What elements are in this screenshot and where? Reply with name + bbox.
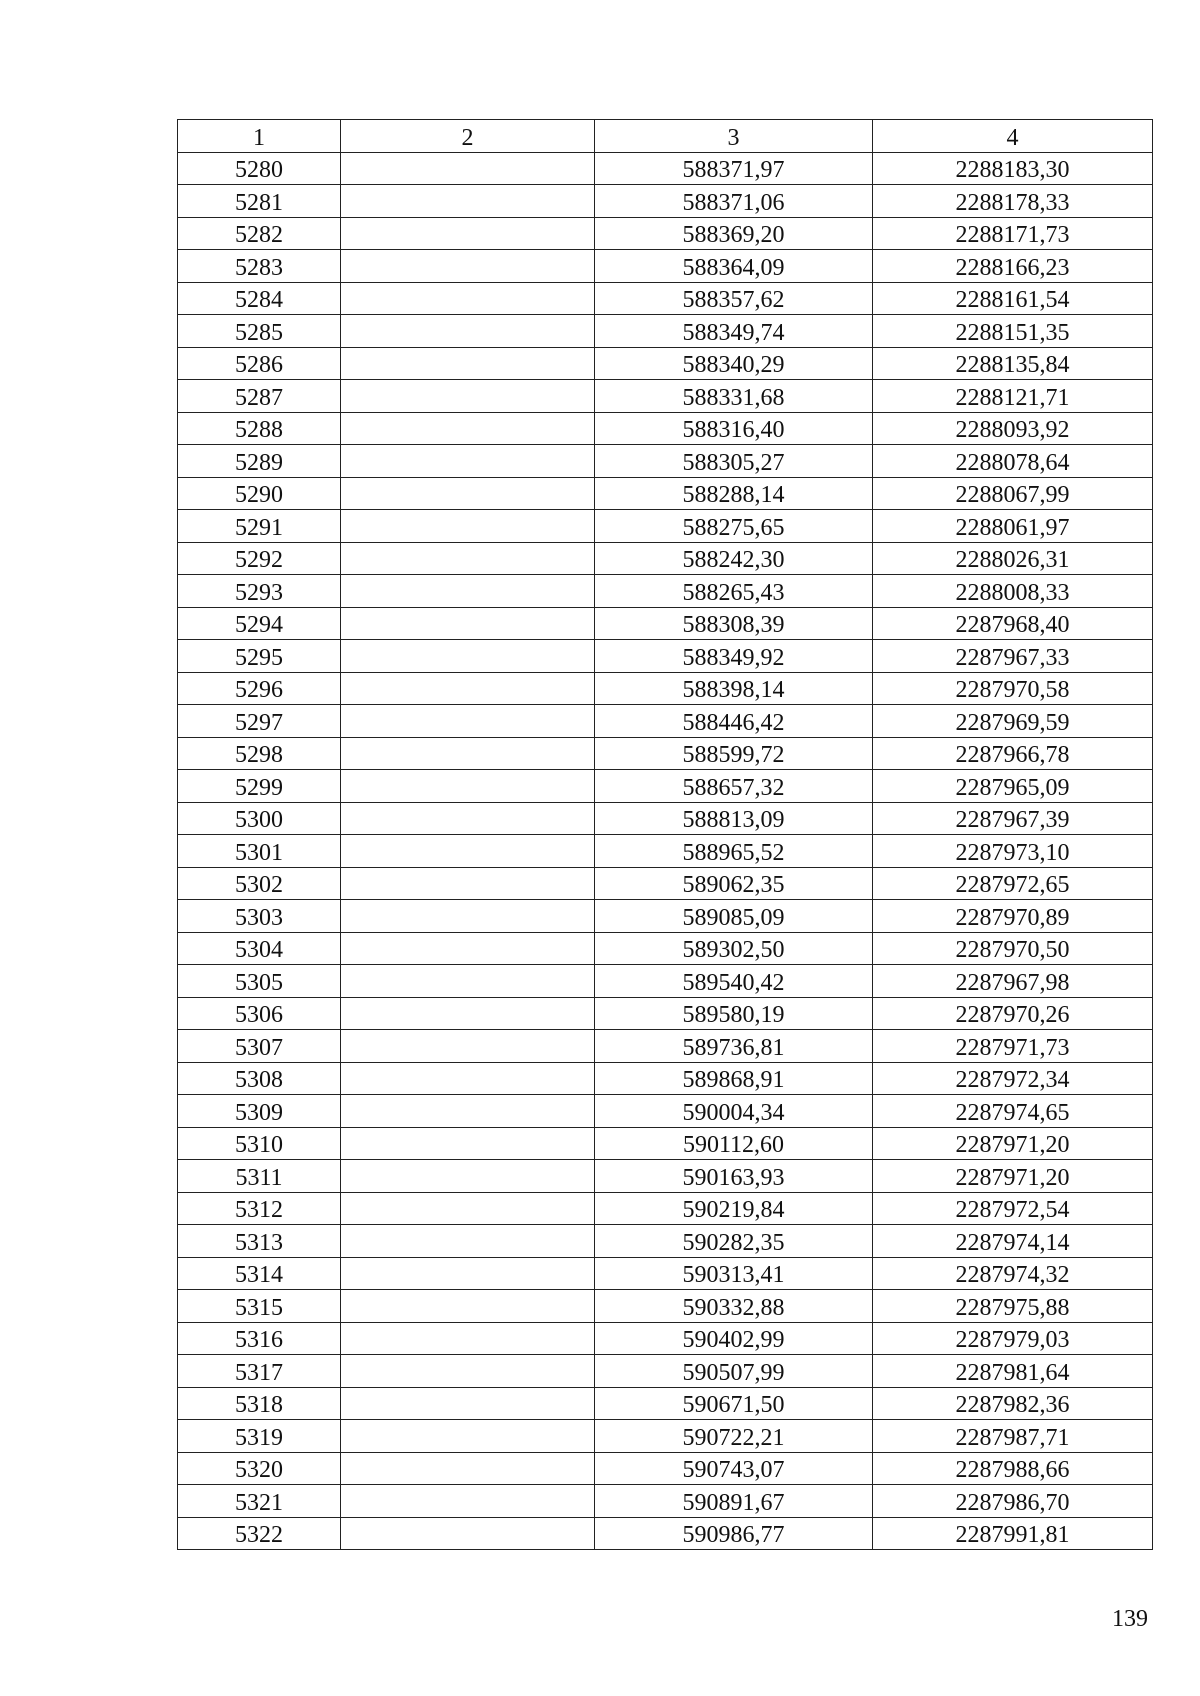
table-row bbox=[178, 965, 1153, 998]
description-cell bbox=[341, 1062, 595, 1095]
x-coordinate-cell: 588357,62 bbox=[595, 282, 873, 315]
y-coordinate-cell: 2287970,58 bbox=[873, 672, 1153, 705]
point-number-cell: 5319 bbox=[178, 1420, 341, 1453]
description-cell bbox=[341, 770, 595, 803]
description-cell bbox=[341, 217, 595, 250]
description-cell bbox=[341, 510, 595, 543]
table-row bbox=[178, 1387, 1153, 1420]
description-cell bbox=[341, 1030, 595, 1063]
point-number-cell: 5294 bbox=[178, 607, 341, 640]
x-coordinate-cell: 590671,50 bbox=[595, 1387, 873, 1420]
point-number-cell: 5293 bbox=[178, 575, 341, 608]
description-cell bbox=[341, 1095, 595, 1128]
y-coordinate-cell: 2287970,50 bbox=[873, 932, 1153, 965]
table-row bbox=[178, 250, 1153, 283]
x-coordinate-cell: 590112,60 bbox=[595, 1127, 873, 1160]
y-coordinate-cell: 2288171,73 bbox=[873, 217, 1153, 250]
x-coordinate-cell: 588371,97 bbox=[595, 152, 873, 185]
point-number-cell: 5321 bbox=[178, 1485, 341, 1518]
point-number-cell: 5282 bbox=[178, 217, 341, 250]
x-coordinate-cell: 590743,07 bbox=[595, 1452, 873, 1485]
y-coordinate-cell: 2288067,99 bbox=[873, 477, 1153, 510]
point-number-cell: 5284 bbox=[178, 282, 341, 315]
y-coordinate-cell: 2288008,33 bbox=[873, 575, 1153, 608]
table-row bbox=[178, 802, 1153, 835]
point-number-cell: 5318 bbox=[178, 1387, 341, 1420]
point-number-cell: 5311 bbox=[178, 1160, 341, 1193]
table-row bbox=[178, 1225, 1153, 1258]
description-cell bbox=[341, 705, 595, 738]
table-row bbox=[178, 1485, 1153, 1518]
y-coordinate-cell: 2287970,26 bbox=[873, 997, 1153, 1030]
table-row bbox=[178, 1192, 1153, 1225]
description-cell bbox=[341, 1192, 595, 1225]
point-number-cell: 5302 bbox=[178, 867, 341, 900]
description-cell bbox=[341, 575, 595, 608]
column-header-4: 4 bbox=[873, 120, 1153, 153]
description-cell bbox=[341, 1127, 595, 1160]
x-coordinate-cell: 588305,27 bbox=[595, 445, 873, 478]
description-cell bbox=[341, 282, 595, 315]
table-row bbox=[178, 1452, 1153, 1485]
y-coordinate-cell: 2287972,34 bbox=[873, 1062, 1153, 1095]
table-row bbox=[178, 1257, 1153, 1290]
column-header-3: 3 bbox=[595, 120, 873, 153]
table-row bbox=[178, 152, 1153, 185]
description-cell bbox=[341, 1257, 595, 1290]
x-coordinate-cell: 588965,52 bbox=[595, 835, 873, 868]
point-number-cell: 5317 bbox=[178, 1355, 341, 1388]
x-coordinate-cell: 590986,77 bbox=[595, 1517, 873, 1550]
y-coordinate-cell: 2287979,03 bbox=[873, 1322, 1153, 1355]
description-cell bbox=[341, 250, 595, 283]
description-cell bbox=[341, 380, 595, 413]
description-cell bbox=[341, 802, 595, 835]
table-row bbox=[178, 1290, 1153, 1323]
y-coordinate-cell: 2288121,71 bbox=[873, 380, 1153, 413]
table-row bbox=[178, 1322, 1153, 1355]
table-row bbox=[178, 640, 1153, 673]
x-coordinate-cell: 590332,88 bbox=[595, 1290, 873, 1323]
description-cell bbox=[341, 542, 595, 575]
description-cell bbox=[341, 347, 595, 380]
x-coordinate-cell: 590402,99 bbox=[595, 1322, 873, 1355]
description-cell bbox=[341, 1517, 595, 1550]
point-number-cell: 5288 bbox=[178, 412, 341, 445]
y-coordinate-cell: 2288093,92 bbox=[873, 412, 1153, 445]
description-cell bbox=[341, 1387, 595, 1420]
point-number-cell: 5292 bbox=[178, 542, 341, 575]
x-coordinate-cell: 588316,40 bbox=[595, 412, 873, 445]
table-row bbox=[178, 315, 1153, 348]
point-number-cell: 5304 bbox=[178, 932, 341, 965]
table-row bbox=[178, 185, 1153, 218]
table-row bbox=[178, 672, 1153, 705]
description-cell bbox=[341, 900, 595, 933]
x-coordinate-cell: 588308,39 bbox=[595, 607, 873, 640]
table-row bbox=[178, 607, 1153, 640]
point-number-cell: 5313 bbox=[178, 1225, 341, 1258]
y-coordinate-cell: 2287970,89 bbox=[873, 900, 1153, 933]
x-coordinate-cell: 588599,72 bbox=[595, 737, 873, 770]
point-number-cell: 5307 bbox=[178, 1030, 341, 1063]
y-coordinate-cell: 2287972,65 bbox=[873, 867, 1153, 900]
y-coordinate-cell: 2287981,64 bbox=[873, 1355, 1153, 1388]
description-cell bbox=[341, 1225, 595, 1258]
table-row bbox=[178, 575, 1153, 608]
table-row bbox=[178, 510, 1153, 543]
description-cell bbox=[341, 315, 595, 348]
y-coordinate-cell: 2287975,88 bbox=[873, 1290, 1153, 1323]
point-number-cell: 5280 bbox=[178, 152, 341, 185]
point-number-cell: 5291 bbox=[178, 510, 341, 543]
point-number-cell: 5320 bbox=[178, 1452, 341, 1485]
table-row bbox=[178, 900, 1153, 933]
point-number-cell: 5309 bbox=[178, 1095, 341, 1128]
x-coordinate-cell: 589540,42 bbox=[595, 965, 873, 998]
y-coordinate-cell: 2287967,98 bbox=[873, 965, 1153, 998]
x-coordinate-cell: 589062,35 bbox=[595, 867, 873, 900]
point-number-cell: 5305 bbox=[178, 965, 341, 998]
table-row bbox=[178, 997, 1153, 1030]
table-row bbox=[178, 1030, 1153, 1063]
x-coordinate-cell: 588398,14 bbox=[595, 672, 873, 705]
y-coordinate-cell: 2287967,39 bbox=[873, 802, 1153, 835]
point-number-cell: 5287 bbox=[178, 380, 341, 413]
x-coordinate-cell: 588331,68 bbox=[595, 380, 873, 413]
point-number-cell: 5286 bbox=[178, 347, 341, 380]
table-row bbox=[178, 542, 1153, 575]
x-coordinate-cell: 588242,30 bbox=[595, 542, 873, 575]
x-coordinate-cell: 589085,09 bbox=[595, 900, 873, 933]
table-row bbox=[178, 867, 1153, 900]
point-number-cell: 5315 bbox=[178, 1290, 341, 1323]
table-row bbox=[178, 347, 1153, 380]
x-coordinate-cell: 590722,21 bbox=[595, 1420, 873, 1453]
point-number-cell: 5299 bbox=[178, 770, 341, 803]
x-coordinate-cell: 588371,06 bbox=[595, 185, 873, 218]
y-coordinate-cell: 2287974,65 bbox=[873, 1095, 1153, 1128]
point-number-cell: 5306 bbox=[178, 997, 341, 1030]
description-cell bbox=[341, 412, 595, 445]
point-number-cell: 5298 bbox=[178, 737, 341, 770]
y-coordinate-cell: 2288135,84 bbox=[873, 347, 1153, 380]
description-cell bbox=[341, 1355, 595, 1388]
point-number-cell: 5281 bbox=[178, 185, 341, 218]
point-number-cell: 5296 bbox=[178, 672, 341, 705]
table-row bbox=[178, 932, 1153, 965]
description-cell bbox=[341, 1452, 595, 1485]
x-coordinate-cell: 588349,92 bbox=[595, 640, 873, 673]
y-coordinate-cell: 2287991,81 bbox=[873, 1517, 1153, 1550]
y-coordinate-cell: 2288183,30 bbox=[873, 152, 1153, 185]
description-cell bbox=[341, 1160, 595, 1193]
y-coordinate-cell: 2288026,31 bbox=[873, 542, 1153, 575]
x-coordinate-cell: 588364,09 bbox=[595, 250, 873, 283]
description-cell bbox=[341, 965, 595, 998]
description-cell bbox=[341, 607, 595, 640]
table-row bbox=[178, 1062, 1153, 1095]
y-coordinate-cell: 2288078,64 bbox=[873, 445, 1153, 478]
y-coordinate-cell: 2287966,78 bbox=[873, 737, 1153, 770]
point-number-cell: 5312 bbox=[178, 1192, 341, 1225]
point-number-cell: 5283 bbox=[178, 250, 341, 283]
x-coordinate-cell: 589580,19 bbox=[595, 997, 873, 1030]
coordinates-table bbox=[177, 119, 1153, 1550]
point-number-cell: 5310 bbox=[178, 1127, 341, 1160]
point-number-cell: 5285 bbox=[178, 315, 341, 348]
table-row bbox=[178, 737, 1153, 770]
y-coordinate-cell: 2287967,33 bbox=[873, 640, 1153, 673]
description-cell bbox=[341, 1420, 595, 1453]
description-cell bbox=[341, 445, 595, 478]
page-number: 139 bbox=[1112, 1606, 1148, 1632]
y-coordinate-cell: 2287973,10 bbox=[873, 835, 1153, 868]
x-coordinate-cell: 590507,99 bbox=[595, 1355, 873, 1388]
point-number-cell: 5314 bbox=[178, 1257, 341, 1290]
y-coordinate-cell: 2288061,97 bbox=[873, 510, 1153, 543]
description-cell bbox=[341, 1322, 595, 1355]
point-number-cell: 5295 bbox=[178, 640, 341, 673]
point-number-cell: 5301 bbox=[178, 835, 341, 868]
x-coordinate-cell: 590891,67 bbox=[595, 1485, 873, 1518]
x-coordinate-cell: 588340,29 bbox=[595, 347, 873, 380]
x-coordinate-cell: 590004,34 bbox=[595, 1095, 873, 1128]
table-row bbox=[178, 705, 1153, 738]
y-coordinate-cell: 2287987,71 bbox=[873, 1420, 1153, 1453]
table-row bbox=[178, 1127, 1153, 1160]
description-cell bbox=[341, 640, 595, 673]
table-row bbox=[178, 1355, 1153, 1388]
table-row bbox=[178, 380, 1153, 413]
x-coordinate-cell: 588657,32 bbox=[595, 770, 873, 803]
table-row bbox=[178, 282, 1153, 315]
y-coordinate-cell: 2287971,20 bbox=[873, 1127, 1153, 1160]
y-coordinate-cell: 2287968,40 bbox=[873, 607, 1153, 640]
table-row bbox=[178, 1095, 1153, 1128]
y-coordinate-cell: 2287974,14 bbox=[873, 1225, 1153, 1258]
y-coordinate-cell: 2287971,20 bbox=[873, 1160, 1153, 1193]
x-coordinate-cell: 588369,20 bbox=[595, 217, 873, 250]
table-body bbox=[178, 152, 1153, 1550]
description-cell bbox=[341, 152, 595, 185]
x-coordinate-cell: 588446,42 bbox=[595, 705, 873, 738]
description-cell bbox=[341, 997, 595, 1030]
table-row bbox=[178, 770, 1153, 803]
point-number-cell: 5303 bbox=[178, 900, 341, 933]
y-coordinate-cell: 2287982,36 bbox=[873, 1387, 1153, 1420]
point-number-cell: 5308 bbox=[178, 1062, 341, 1095]
table-row bbox=[178, 412, 1153, 445]
x-coordinate-cell: 588275,65 bbox=[595, 510, 873, 543]
x-coordinate-cell: 590163,93 bbox=[595, 1160, 873, 1193]
description-cell bbox=[341, 932, 595, 965]
y-coordinate-cell: 2288161,54 bbox=[873, 282, 1153, 315]
y-coordinate-cell: 2287986,70 bbox=[873, 1485, 1153, 1518]
table-row bbox=[178, 1160, 1153, 1193]
table-row bbox=[178, 835, 1153, 868]
point-number-cell: 5297 bbox=[178, 705, 341, 738]
description-cell bbox=[341, 835, 595, 868]
description-cell bbox=[341, 1290, 595, 1323]
point-number-cell: 5316 bbox=[178, 1322, 341, 1355]
description-cell bbox=[341, 867, 595, 900]
description-cell bbox=[341, 672, 595, 705]
y-coordinate-cell: 2287971,73 bbox=[873, 1030, 1153, 1063]
table-row bbox=[178, 1517, 1153, 1550]
x-coordinate-cell: 590219,84 bbox=[595, 1192, 873, 1225]
description-cell bbox=[341, 1485, 595, 1518]
x-coordinate-cell: 589736,81 bbox=[595, 1030, 873, 1063]
column-header-1: 1 bbox=[178, 120, 341, 153]
point-number-cell: 5322 bbox=[178, 1517, 341, 1550]
x-coordinate-cell: 590313,41 bbox=[595, 1257, 873, 1290]
point-number-cell: 5289 bbox=[178, 445, 341, 478]
table-row bbox=[178, 477, 1153, 510]
point-number-cell: 5300 bbox=[178, 802, 341, 835]
x-coordinate-cell: 588349,74 bbox=[595, 315, 873, 348]
y-coordinate-cell: 2288166,23 bbox=[873, 250, 1153, 283]
y-coordinate-cell: 2287974,32 bbox=[873, 1257, 1153, 1290]
y-coordinate-cell: 2287972,54 bbox=[873, 1192, 1153, 1225]
table-header-row bbox=[178, 120, 1153, 153]
table-row bbox=[178, 445, 1153, 478]
description-cell bbox=[341, 185, 595, 218]
x-coordinate-cell: 590282,35 bbox=[595, 1225, 873, 1258]
table-row bbox=[178, 1420, 1153, 1453]
x-coordinate-cell: 588265,43 bbox=[595, 575, 873, 608]
x-coordinate-cell: 588288,14 bbox=[595, 477, 873, 510]
x-coordinate-cell: 588813,09 bbox=[595, 802, 873, 835]
column-header-2: 2 bbox=[341, 120, 595, 153]
description-cell bbox=[341, 737, 595, 770]
y-coordinate-cell: 2287965,09 bbox=[873, 770, 1153, 803]
y-coordinate-cell: 2287969,59 bbox=[873, 705, 1153, 738]
y-coordinate-cell: 2288178,33 bbox=[873, 185, 1153, 218]
point-number-cell: 5290 bbox=[178, 477, 341, 510]
table-row bbox=[178, 217, 1153, 250]
y-coordinate-cell: 2287988,66 bbox=[873, 1452, 1153, 1485]
y-coordinate-cell: 2288151,35 bbox=[873, 315, 1153, 348]
x-coordinate-cell: 589868,91 bbox=[595, 1062, 873, 1095]
description-cell bbox=[341, 477, 595, 510]
x-coordinate-cell: 589302,50 bbox=[595, 932, 873, 965]
